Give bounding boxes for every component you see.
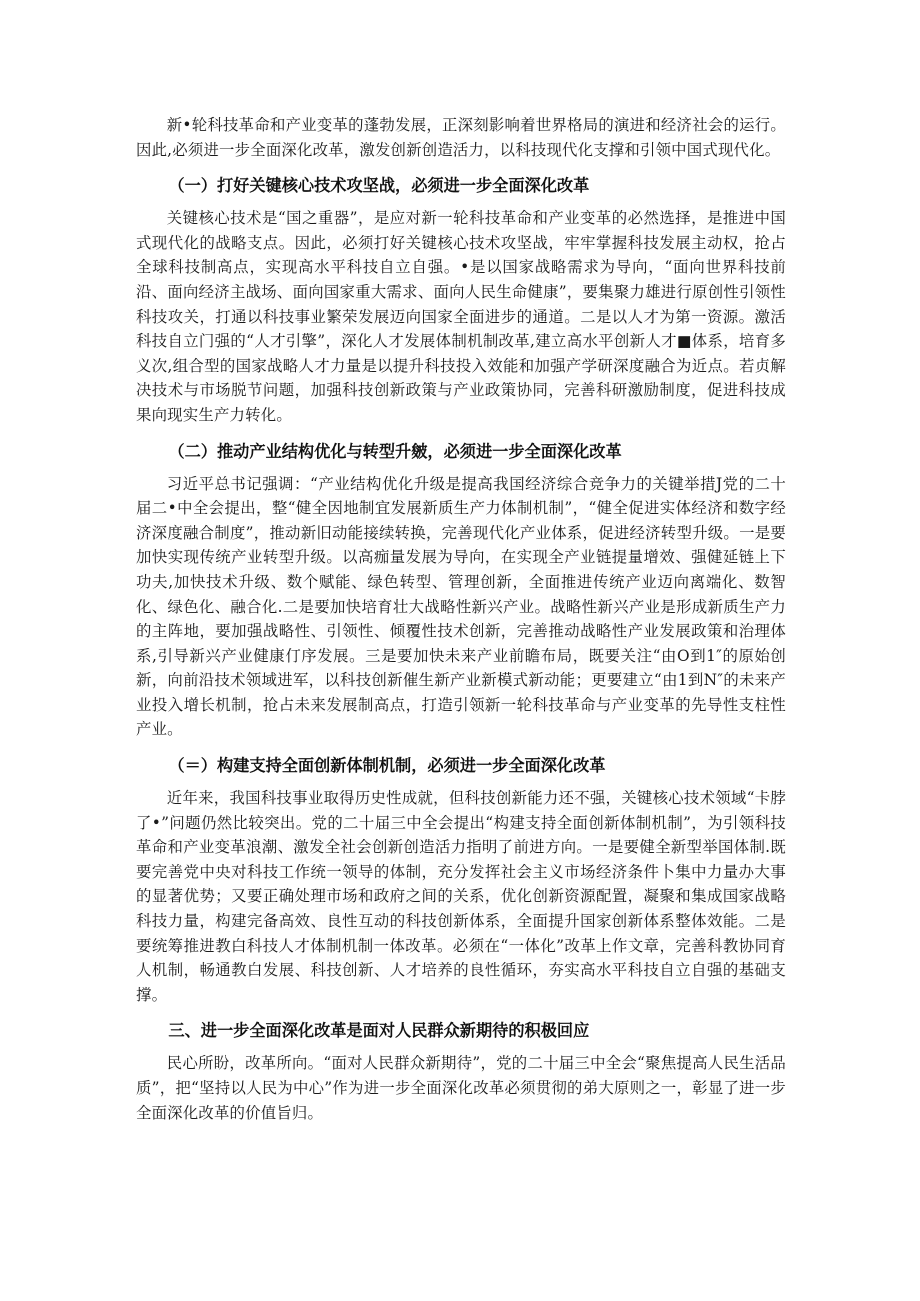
section-heading-2: （二）推动产业结构优化与转型升皴，必须进一步全面深化改革 xyxy=(168,441,622,461)
document-body xyxy=(136,113,786,1125)
section-paragraph-1: 关键核心技术是“国之重器”，是应对新一轮科技革命和产业变革的必然选择，是推进中国式现代化的战略支点。因此，必须打好关键核心技术攻坚战，牢牢掌握科技发展主动权，抢占全球科技制高点，实现高水平科技自立自强。•是以国家战略需求为导向，“面向世界科技前沿、面向经济主战场、面向国家重大需求、面向人民生命健康”，要集聚力雄进行原创性引领性科技攻关，打通以科技事业繁荣发展迈向国家全面进步的通道。二是以人才为第一资源。激活科技自立门强的“人才引擎”，深化人才发展体制机制改革,建立高水平创新人才■体系，培育多义次,组合型的国家战略人才力量是以提升科技投入效能和加强产学研深度融合为近点。若贞解决技术与市场脱节问题，加强科技创新政策与产业政策协同，完善科研激励制度，促进科技成果向现实生产力转化。 xyxy=(136,209,786,424)
intro-paragraph: 新•轮科技革命和产业变革的蓬勃发展，正深刻影响着世界格局的演进和经济社会的运行。因此,必须进一步全面深化改革，激发创新创造活力，以科技现代化支撑和引领中国式现代化。 xyxy=(136,116,786,159)
section-heading-1: （一）打好关键核心技术攻坚战，必须进一步全面深化改革 xyxy=(168,176,590,196)
section-paragraph-4: 民心所盼，改革所向。“面对人民群众新期待”，党的二十届三中全会“聚焦提高人民生活品质”，把“坚持以人民为中心”作为进一步全面深化改革必须贯彻的弟大原则之一，彰显了进一步全面深化改革的价值旨归。 xyxy=(136,1054,786,1122)
section-heading-4: 三、进一步全面深化改革是面对人民群众新期待的积极回应 xyxy=(168,1021,590,1041)
section-paragraph-3: 近年来，我国科技事业取得历史性成就，但科技创新能力还不强，关键核心技术领域“卡脖了•”问题仍然比较突出。党的二十届三中全会提出“构建支持全面创新体制机制”，为引领科技革命和产业变革浪潮、激发全社会创新创造活力指明了前进方向。一是要健全新型举国体制.既要完善党中央对科技工作统一领导的体制，充分发挥社会主义市场经济条件卜集中力量办大事的显著优势；又要正确处理市场和政府之间的关系，优化创新资源配置，凝聚和集成国家战略科技力量，构建完备高效、良性互动的科技创新体系，全面提升国家创新体系整体效能。二是要统筹推进教白科技人才体制机制一体改革。必须在“一体化”改革上作文章，完善科教协同育人机制，畅通教白发展、科技创新、人才培养的良性循环，夯实高水平科技自立自强的基础支撑。 xyxy=(136,789,786,1004)
section-paragraph-2: 习近平总书记强调：“产业结构优化升级是提高我国经济综合竞争力的关键举措J党的二十届二•中全会提出，整“健全因地制宜发展新质生产力体制机制”，“健全促进实体经济和数字经济深度融合制度”，推动新旧动能接续转换，完善现代化产业体系，促进经济转型升级。一是要加快实现传统产业转型升级。以高痂量发展为导向，在实现全产业链提量增效、强健延链上下功夫,加快技术升级、数个赋能、绿色转型、管理创新，全面推进传统产业迈向离端化、数智化、绿色化、融合化.二是要加快培育壮大战略性新兴产业。战略性新兴产业是形成新质生产力的主阵地，要加强战略性、引领性、倾覆性技术创新，完善推动战略性产业发展政策和治理体系,引导新兴产业健康仃序发展。三是要加快未来产业前瞻布局，既要关注“由O到1″的原始创新，向前沿技术领域进军，以科技创新催生新产业新模式新动能；更要建立“由1到N″的未来产业投入增长机制，抢占未来发展制高点，打造引领新一轮科技革命与产业变革的先导性支柱性产业。 xyxy=(136,474,786,739)
section-heading-3: （＝）构建支持全面创新体制机制，必须进一步全面深化改革 xyxy=(168,756,606,776)
